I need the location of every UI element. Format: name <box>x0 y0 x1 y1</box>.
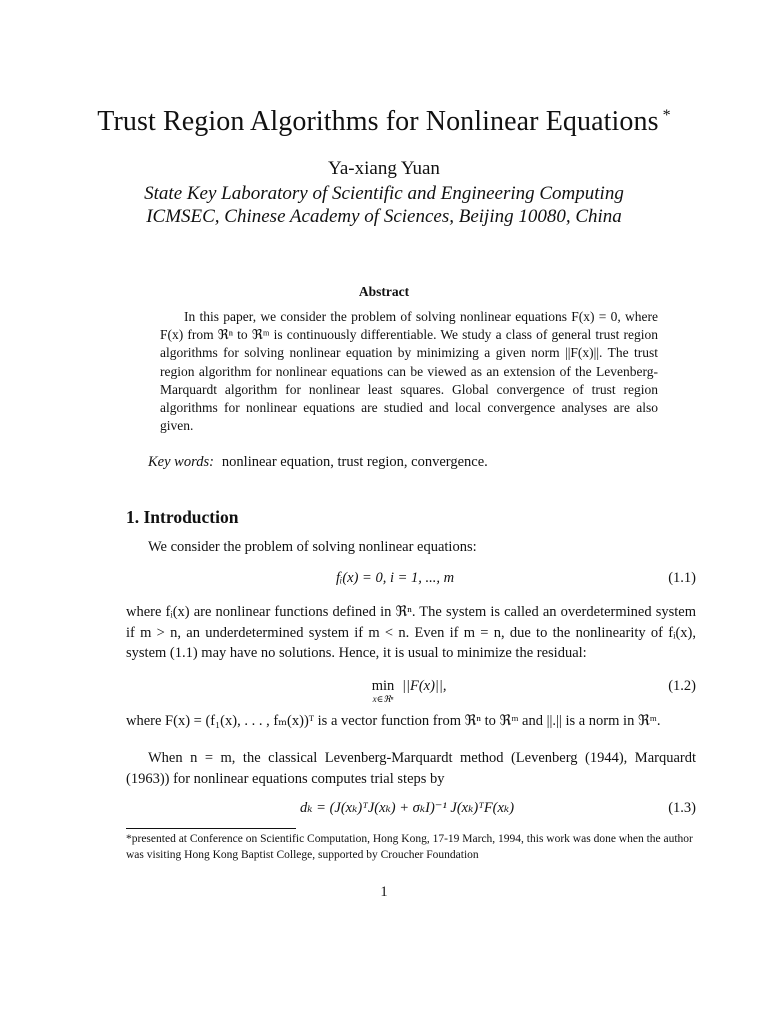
affiliation-line-1: State Key Laboratory of Scientific and Engineering Computing <box>144 183 624 204</box>
equation-number-1-2: (1.2) <box>668 678 696 694</box>
equation-number-1-3: (1.3) <box>668 800 696 816</box>
equation-number-1-1: (1.1) <box>668 570 696 586</box>
footnote: *presented at Conference on Scientific Computation, Hong Kong, 17-19 March, 1994, this work was done when the author was visiting Hong Kong Baptist College, supported by Croucher Foundation <box>126 833 693 861</box>
equation-1-1: fᵢ(x) = 0, i = 1, ..., m <box>336 570 455 586</box>
abstract-body <box>160 308 658 435</box>
footnote-rule <box>126 828 296 829</box>
title-text: Trust Region Algorithms for Nonlinear Equations <box>97 106 659 137</box>
abstract-heading: Abstract <box>358 284 410 299</box>
equation-1-2-min <box>368 678 398 704</box>
abstract-text: In this paper, we consider the problem of solving nonlinear equations F(x) = 0, where F(x) from ℜⁿ to ℜᵐ is continuously differentiable. We study a class of general trust region algorithms for solving nonlinear equation by minimizing a given norm ||F(x)||. The trust region algorithm for nonlinear equations can be viewed as an extension of the Levenberg-Marquardt algorithm for nonlinear least squares. Global convergence of trust region algorithms for nonlinear equations are studied and local convergence analyses are also given. <box>160 309 658 434</box>
section-heading-introduction: 1. Introduction <box>126 507 239 527</box>
intro-paragraph-1: We consider the problem of solving nonlinear equations: <box>148 539 477 555</box>
keywords-label: Key words: <box>148 454 214 470</box>
title-footnote-mark: * <box>662 107 671 124</box>
equation-1-2-body: ||F(x)||, <box>402 678 447 694</box>
affiliation-line-2: ICMSEC, Chinese Academy of Sciences, Beijing 10080, China <box>146 206 622 227</box>
min-subscript: x∈ℜⁿ <box>372 694 394 704</box>
intro-paragraph-4: When n = m, the classical Levenberg-Marquardt method (Levenberg (1944), Marquardt (1963)) for nonlinear equations computes trial steps by <box>126 750 696 787</box>
author-name: Ya-xiang Yuan <box>328 158 440 179</box>
page-number: 1 <box>380 884 388 900</box>
paper-title <box>0 106 768 138</box>
equation-1-3: dₖ = (J(xₖ)ᵀJ(xₖ) + σₖI)⁻¹ J(xₖ)ᵀF(xₖ) <box>300 800 515 816</box>
min-operator: min <box>371 678 395 694</box>
intro-paragraph-3: where F(x) = (f₁(x), . . . , fₘ(x))ᵀ is a vector function from ℜⁿ to ℜᵐ and ||.|| is a norm in ℜᵐ. <box>126 713 661 729</box>
keywords <box>148 454 488 471</box>
keywords-text: nonlinear equation, trust region, convergence. <box>221 454 488 470</box>
intro-paragraph-2: where fᵢ(x) are nonlinear functions defined in ℜⁿ. The system is called an overdetermined system if m > n, an underdetermined system if m < n. Even if m = n, due to the nonlinearity of fᵢ(x), system (1.1) may have no solutions. Hence, it is usual to minimize the residual: <box>126 604 696 661</box>
